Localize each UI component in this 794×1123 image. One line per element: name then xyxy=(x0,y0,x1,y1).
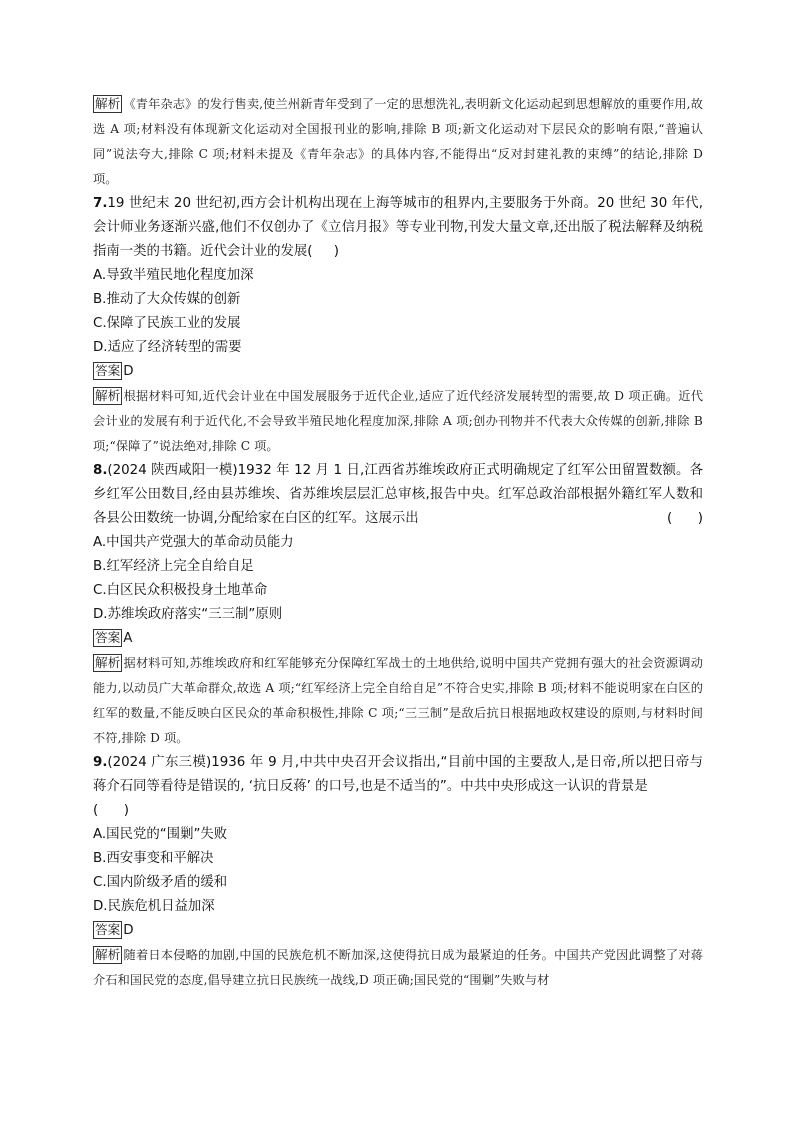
answer-row xyxy=(93,627,703,651)
answer-tag: 答案 xyxy=(95,363,121,378)
question-8 xyxy=(93,459,703,627)
analysis-tag: 解析 xyxy=(95,947,121,962)
question-text: (2024 陕西咸阳一模)1932 年 12 月 1 日,江西省苏维埃政府正式明确规定了红军公田留置数额。各乡红军公田数目,经由县苏维埃、省苏维埃层层汇总审核,报告中央。红军总政治部根据外籍红军人数和各县公田数统一协调,分配给家在白区的红军。这展示出 xyxy=(93,463,703,526)
answer-value: D xyxy=(123,364,134,379)
answer-paren: ( ) xyxy=(667,511,703,526)
analysis-text: 根据材料可知,近代会计业在中国发展服务于近代企业,适应了近代经济发展转型的需要,故 D 项正确。近代会计业的发展有利于近代化,不会导致半殖民地化程度加深,排除 A 项;创办刊物并不代表大众传媒的创新,排除 B 项;“保障了”说法绝对,排除 C 项。 xyxy=(93,389,703,453)
analysis-block xyxy=(93,943,703,993)
option-b: B.推动了大众传媒的创新 xyxy=(93,292,241,307)
question-stem xyxy=(93,751,703,799)
option-c: C.保障了民族工业的发展 xyxy=(93,316,241,331)
analysis-block xyxy=(93,384,703,459)
answer-paren: ( ) xyxy=(93,803,129,818)
answer-row xyxy=(93,919,703,943)
answer-paren: ) xyxy=(312,244,339,259)
question-number: 7. xyxy=(93,196,108,211)
answer-tag: 答案 xyxy=(95,922,121,937)
option-b: B.红军经济上完全自给自足 xyxy=(93,559,254,574)
question-number: 9. xyxy=(93,755,108,770)
option-a: A.导致半殖民地化程度加深 xyxy=(93,268,254,283)
option-a: A.国民党的“围剿”失败 xyxy=(93,827,228,842)
question-stem xyxy=(93,459,703,531)
analysis-block xyxy=(93,92,703,192)
question-text: 19 世纪末 20 世纪初,西方会计机构出现在上海等城市的租界内,主要服务于外商。20 世纪 30 年代,会计师业务逐渐兴盛,他们不仅创办了《立信月报》等专业刊物,刊发大量文章,还出版了税法解释及纳税指南一类的书籍。近代会计业的发展( xyxy=(93,196,703,259)
option-d: D.适应了经济转型的需要 xyxy=(93,340,242,355)
analysis-tag: 解析 xyxy=(95,96,121,111)
analysis-block xyxy=(93,651,703,751)
analysis-text: 随着日本侵略的加剧,中国的民族危机不断加深,这使得抗日成为最紧迫的任务。中国共产党因此调整了对蒋介石和国民党的态度,倡导建立抗日民族统一战线,D 项正确;国民党的“围剿”失败与材 xyxy=(93,948,703,987)
option-d: D.苏维埃政府落实“三三制”原则 xyxy=(93,607,283,622)
analysis-text: 据材料可知,苏维埃政府和红军能够充分保障红军战士的土地供给,说明中国共产党拥有强大的社会资源调动能力,以动员广大革命群众,故选 A 项;“红军经济上完全自给自足”不符合史实,排除 B 项;材料不能说明家在白区的红军的数量,不能反映白区民众的革命积极性,排除 C 项;“三三制”是敌后抗日根据地政权建设的原则,与材料时间不符,排除 D 项。 xyxy=(93,656,703,745)
answer-value: D xyxy=(123,923,134,938)
answer-paren-line xyxy=(93,799,703,823)
document-page xyxy=(93,92,703,993)
option-c: C.白区民众积极投身土地革命 xyxy=(93,583,268,598)
answer-tag: 答案 xyxy=(95,630,121,645)
analysis-tag: 解析 xyxy=(95,655,121,670)
option-d: D.民族危机日益加深 xyxy=(93,899,215,914)
analysis-tag: 解析 xyxy=(95,388,121,403)
question-stem xyxy=(93,192,703,264)
option-a: A.中国共产党强大的革命动员能力 xyxy=(93,535,294,550)
question-text: (2024 广东三模)1936 年 9 月,中共中央召开会议指出,“目前中国的主要敌人,是日帝,所以把日帝与蒋介石同等看待是错误的, ‘抗日反蒋’ 的口号,也是不适当的”。中共中央形成这一认识的背景是 xyxy=(93,755,703,794)
analysis-text: 《青年杂志》的发行售卖,使兰州新青年受到了一定的思想洗礼,表明新文化运动起到思想解放的重要作用,故选 A 项;材料没有体现新文化运动对全国报刊业的影响,排除 B 项;新文化运动对下层民众的影响有限,“普遍认同”说法夸大,排除 C 项;材料未提及《青年杂志》的具体内容,不能得出“反对封建礼教的束缚”的结论,排除 D 项。 xyxy=(93,97,703,186)
question-9 xyxy=(93,751,703,919)
answer-row xyxy=(93,360,703,384)
option-c: C.国内阶级矛盾的缓和 xyxy=(93,875,228,890)
answer-value: A xyxy=(123,631,133,646)
question-7 xyxy=(93,192,703,360)
question-number: 8. xyxy=(93,463,108,478)
option-b: B.西安事变和平解决 xyxy=(93,851,214,866)
